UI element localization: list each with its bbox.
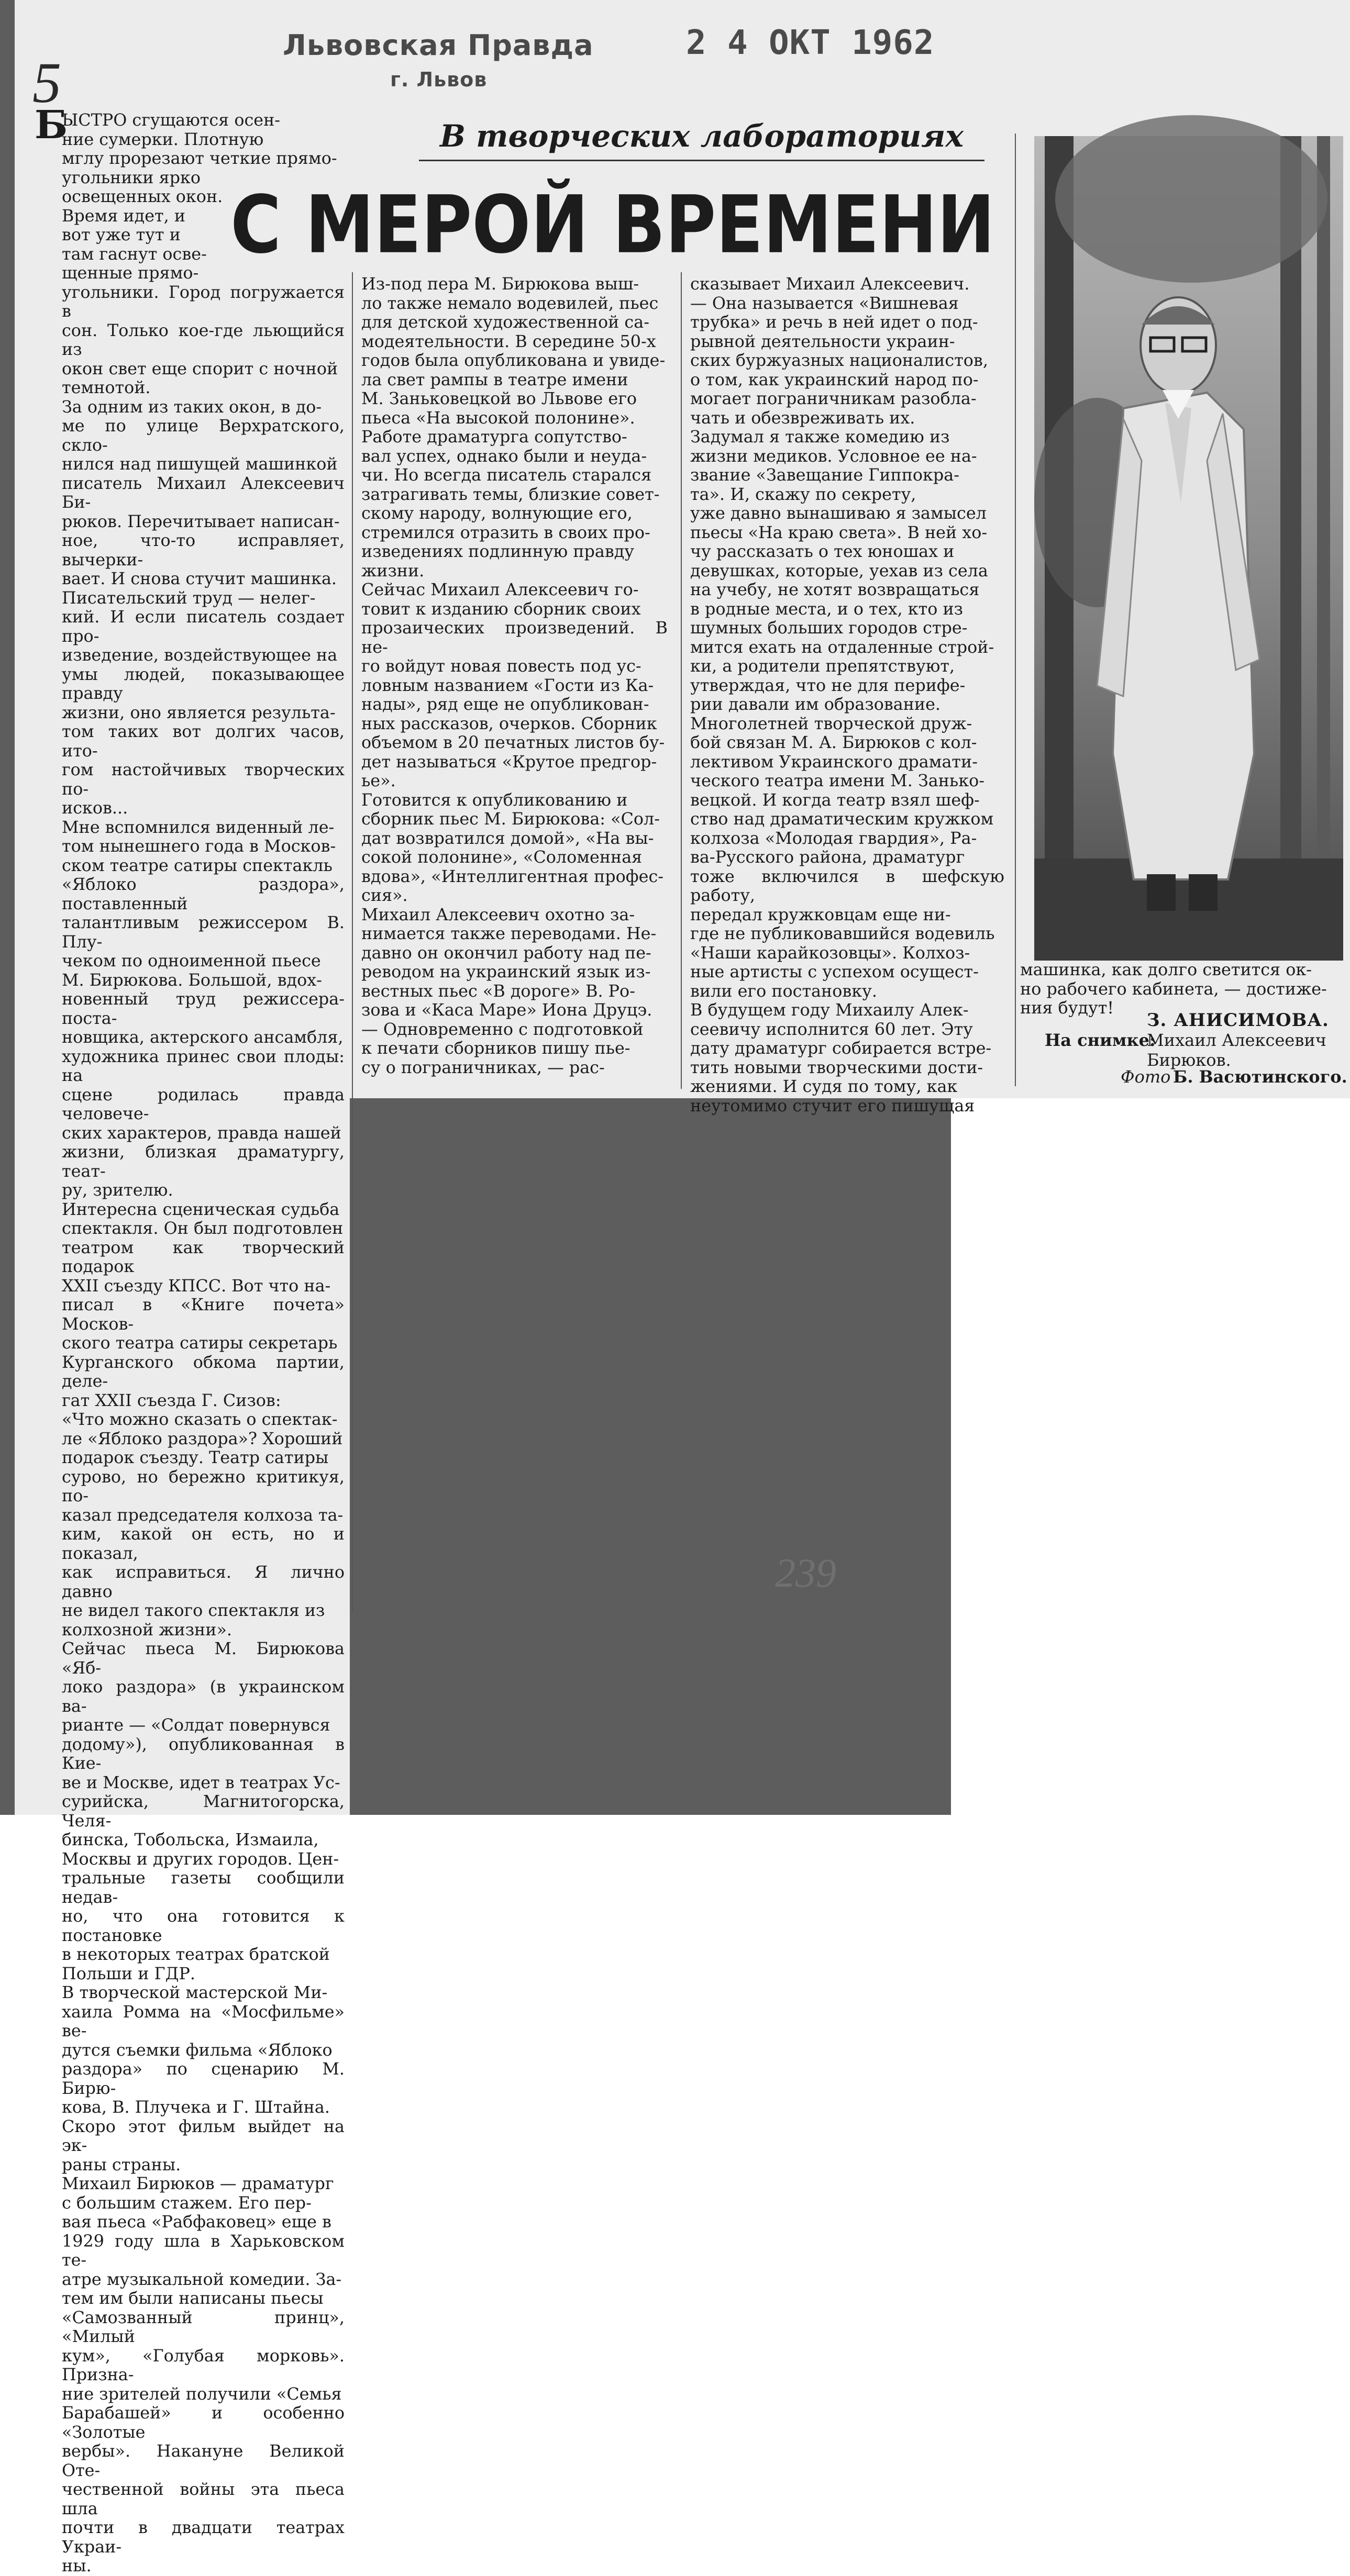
photo-credit-label: Фото <box>1121 1067 1171 1087</box>
article-column-1: ЫСТРО сгущаются осен- ние сумерки. Плотную мглу прорезают четкие прямо- угольники ярко освещенных окон. Время идет, и вот уже тут и там гаснут осве- щенные прямо- угольники. Город погружается в сон. Только кое-где льющийся из окон свет еще спорит с ночной темнотой. За одним из таких окон, в до- ме по улице Верхратского, скло- нился над пишущей машинкой писатель Михаил Алексеевич Би- рюков. Перечитывает написан- ное, что-то исправляет, вычерки- вает. И снова стучит машинка. Писательский труд — нелег- кий. И если писатель создает про- изведение, воздействующее на умы людей, показывающее правду жизни, оно является результа- том таких вот долгих часов, ито- гом настойчивых творческих по- исков... Мне вспомнился виденный ле- том нынешнего года в Москов- ском театре сатиры спектакль «Яблоко раздора», поставленный талантливым режиссером В. Плу- чеком по одноименной пьесе М. Бирюкова. Большой, вдох- новенный труд режиссера-поста- новщика, актерского ансамбля, художника принес свои плоды: на сцене родилась правда человече- ских характеров, правда нашей жизни, близкая драматургу, теат- ру, зрителю. Интересна сценическая судьба спектакля. Он был подготовлен театром как творческий подарок XXII съезду КПСС. Вот что на- писал в «Книге почета» Москов- ского театра сатиры секретарь Курганского обкома партии, деле- гат XXII съезда Г. Сизов: «Что можно сказать о спектак- ле «Яблоко раздора»? Хороший подарок съезду. Театр сатиры сурово, но бережно критикуя, по- казал председателя колхоза та- ким, какой он есть, но и показал, как исправиться. Я лично давно не видел такого спектакля из колхозной жизни». Сейчас пьеса М. Бирюкова «Яб- локо раздора» (в украинском ва- рианте — «Солдат повернувся додому»), опубликованная в Кие- ве и Москве, идет в театрах Ус- сурийска, Магнитогорска, Челя- бинска, Тобольска, Измаила, Москвы и других городов. Цен- тральные газеты сообщили недав- но, что она готовится к постановке в некоторых театрах братской Польши и ГДР. В творческой мастерской Ми- хаила Ромма на «Мосфильме» ве- дутся съемки фильма «Яблоко раздора» по сценарию М. Бирю- кова, В. Плучека и Г. Штайна. Скоро этот фильм выйдет на эк- раны страны. Михаил Бирюков — драматург с большим стажем. Его пер- вая пьеса «Рабфаковец» еще в 1929 году шла в Харьковском те- атре музыкальной комедии. За- тем им были написаны пьесы «Самозванный принц», «Милый кум», «Голубая морковь». Призна- ние зрителей получили «Семья Барабашей» и особенно «Золотые вербы». Накануне Великой Оте- чественной войны эта пьеса шла почти в двадцати театрах Украи- ны. <box>62 110 345 2575</box>
article-column-3: сказывает Михаил Алексеевич. — Она называется «Вишневая трубка» и речь в ней идет о под- рывной деятельности украин- ских буржуазных националистов, о том, как украинский народ по- могает пограничникам разобла- чать и обезвреживать их. Задумал я также комедию из жизни медиков. Условное ее на- звание «Завещание Гиппокра- та». И, скажу по секрету, уже давно вынашиваю я замысел пьесы «На краю света». В ней хо- чу рассказать о тех юношах и девушках, которые, уехав из села на учебу, не хотят возвращаться в родные места, и о тех, кто из шумных больших городов стре- мится ехать на отдаленные строй- ки, а родители препятствуют, утверждая, что не для перифе- рии давали им образование. Многолетней творческой друж- бой связан М. А. Бирюков с кол- лективом Украинского драмати- ческого театра имени М. Занько- вецкой. И когда театр взял шеф- ство над драматическим кружком колхоза «Молодая гвардия», Ра- ва-Русского района, драматург тоже включился в шефскую работу, передал кружковцам еще ни- где не публиковавшийся водевиль «Наши карайкозовцы». Колхоз- ные артисты с успехом осущест- вили его постановку. В будущем году Михаилу Алек- сеевичу исполнится 60 лет. Эту дату драматург собирается встре- тить новыми творческими дости- жениями. И судя по тому, как неутомимо стучит его пишущая <box>690 274 1004 1116</box>
article-headline: С МЕРОЙ ВРЕМЕНИ <box>230 179 995 272</box>
column-divider <box>681 272 682 1089</box>
portrait-photo <box>1034 136 1343 961</box>
pencil-archive-number: 239 <box>775 1550 836 1596</box>
column-divider <box>352 272 353 1612</box>
photo-caption-text: Михаил Алексеевич Бирюков. <box>1147 1030 1326 1070</box>
column-divider <box>1015 133 1016 1086</box>
newspaper-name-stamp: Львовская Правда <box>283 29 594 62</box>
photo-image <box>1034 136 1343 961</box>
city-stamp: г. Львов <box>390 68 488 91</box>
photo-credit-name: Б. Васютинского. <box>1173 1067 1347 1087</box>
photo-caption-label: На снимке: <box>1045 1030 1156 1050</box>
article-column-2: Из-под пера М. Бирюкова выш- ло также немало водевилей, пьес для детской художественной са- модеятельности. В середине 50-х годов была опубликована и увиде- ла свет рампы в театре имени М. Заньковецкой во Львове его пьеса «На высокой полонине». Работе драматурга сопутство- вал успех, однако были и неуда- чи. Но всегда писатель старался затрагивать темы, близкие совет- скому народу, волнующие его, стремился отразить в своих про- изведениях подлинную правду жизни. Сейчас Михаил Алексеевич го- товит к изданию сборник своих прозаических произведений. В не- го войдут новая повесть под ус- ловным названием «Гости из Ка- нады», ряд еще не опубликован- ных рассказов, очерков. Сборник объемом в 20 печатных листов бу- дет называться «Крутое предгор- ье». Готовится к опубликованию и сборник пьес М. Бирюкова: «Сол- дат возвратился домой», «На вы- сокой полонине», «Соломенная вдова», «Интеллигентная профес- сия». Михаил Алексеевич охотно за- нимается также переводами. Не- давно он окончил работу над пе- реводом на украинский язык из- вестных пьес «В дороге» В. Ро- зова и «Каса Маре» Иона Друцэ. — Одновременно с подготовкой к печати сборников пишу пье- су о пограничниках, — рас- <box>361 274 668 1077</box>
date-stamp: 2 4 ОКТ 1962 <box>686 24 935 62</box>
handwritten-page-number: 5 <box>32 51 61 115</box>
scanner-background-lower-block <box>350 1098 951 1815</box>
author-signature: З. АНИСИМОВА. <box>1147 1010 1329 1031</box>
article-column-4-ending: машинка, как долго светится ок- но рабочего кабинета, — достиже- ния будут! <box>1020 960 1327 1018</box>
drop-cap: Б <box>35 103 68 148</box>
scanner-background-left-strip <box>0 0 15 1815</box>
section-heading: В творческих лабораториях <box>419 113 984 161</box>
